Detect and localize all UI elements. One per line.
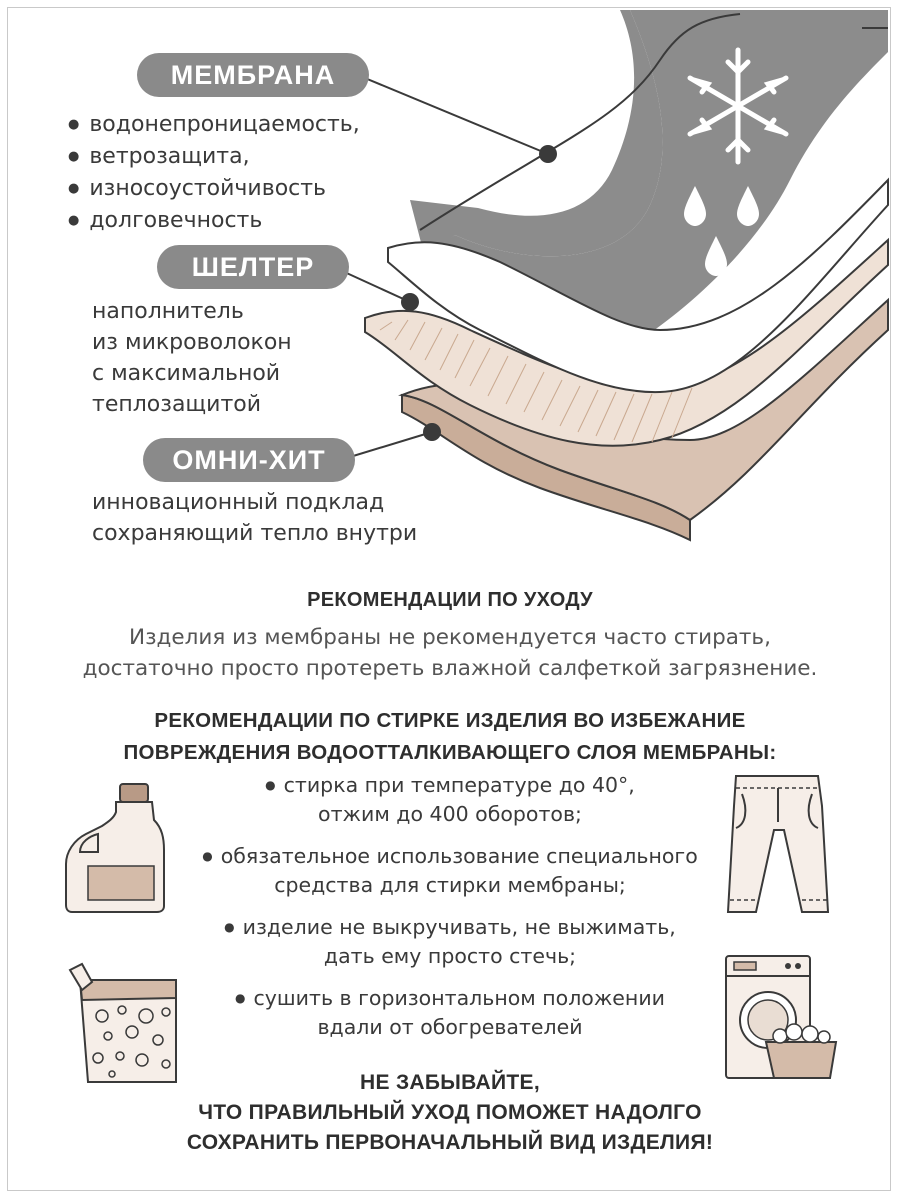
washing-line: дать ему просто стечь; <box>323 944 577 968</box>
desc-line: инновационный подклад <box>92 490 385 515</box>
care-line: достаточно просто протереть влажной салфеткой загрязнение. <box>82 656 818 681</box>
feature-item: ● водонепроницаемость, <box>68 110 360 142</box>
washing-line: сушить в горизонтальном положении <box>253 986 665 1010</box>
weather-shape <box>410 10 663 258</box>
washing-title <box>0 705 900 769</box>
desc-line: из микроволокон <box>92 330 292 355</box>
washing-machine-icon <box>722 952 842 1084</box>
washing-line: средства для стирки мембраны; <box>274 873 626 897</box>
washing-line: отжим до 400 оборотов; <box>318 802 582 826</box>
desc-line: наполнитель <box>92 299 244 324</box>
detergent-bottle-icon <box>58 778 168 914</box>
washing-list <box>150 772 750 1056</box>
shelter-description <box>92 296 292 420</box>
care-line: Изделия из мембраны не рекомендуется часто стирать, <box>129 625 771 650</box>
omniheat-description <box>92 487 417 549</box>
washing-line: вдали от обогревателей <box>317 1015 583 1039</box>
fabric-layers-illustration <box>0 0 900 560</box>
washing-item: ● сушить в горизонтальном положении вдали от обогревателей <box>150 985 750 1040</box>
washing-item: ● стирка при температуре до 40°, отжим до 400 оборотов; <box>150 772 750 827</box>
feature-item: ● ветрозащита, <box>68 142 360 174</box>
desc-line: с максимальной <box>92 361 281 386</box>
omniheat-label: ОМНИ-ХИТ <box>143 438 355 482</box>
shelter-label: ШЕЛТЕР <box>157 245 349 289</box>
final-note-line: НЕ ЗАБЫВАЙТЕ, <box>360 1071 540 1094</box>
membrane-label: МЕМБРАНА <box>137 53 369 97</box>
care-title: РЕКОМЕНДАЦИИ ПО УХОДУ <box>307 589 593 611</box>
pants-icon <box>722 770 832 920</box>
care-text <box>0 622 900 684</box>
washing-title-line: ПОВРЕЖДЕНИЯ ВОДООТТАЛКИВАЮЩЕГО СЛОЯ МЕМБРАНЫ: <box>123 741 777 764</box>
desc-line: теплозащитой <box>92 392 262 417</box>
washing-line: обязательное использование специального <box>220 844 698 868</box>
final-note-line: ЧТО ПРАВИЛЬНЫЙ УХОД ПОМОЖЕТ НАДОЛГО <box>198 1101 702 1124</box>
feature-item: ● долговечность <box>68 206 360 238</box>
desc-line: сохраняющий тепло внутри <box>92 521 418 546</box>
washing-item: ● обязательное использование специального средства для стирки мембраны; <box>150 843 750 898</box>
washing-line: стирка при температуре до 40°, <box>283 773 635 797</box>
washing-title-line: РЕКОМЕНДАЦИИ ПО СТИРКЕ ИЗДЕЛИЯ ВО ИЗБЕЖАНИЕ <box>154 709 746 732</box>
washing-item: ● изделие не выкручивать, не выжимать, дать ему просто стечь; <box>150 914 750 969</box>
final-note <box>0 1068 900 1158</box>
membrane-features <box>68 110 360 238</box>
washing-line: изделие не выкручивать, не выжимать, <box>242 915 676 939</box>
final-note-line: СОХРАНИТЬ ПЕРВОНАЧАЛЬНЫЙ ВИД ИЗДЕЛИЯ! <box>186 1131 714 1154</box>
feature-item: ● износоустойчивость <box>68 174 360 206</box>
